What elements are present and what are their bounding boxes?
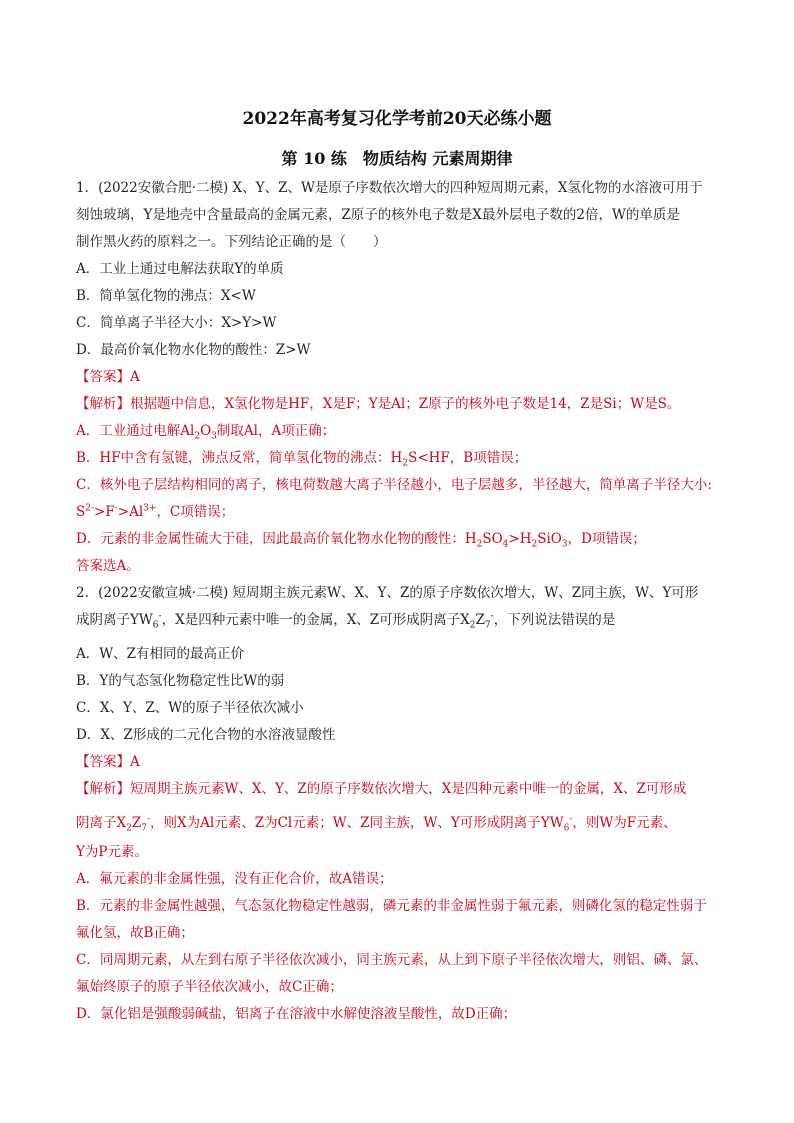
q1-option-b: B．简单氢化物的沸点：X<W <box>76 288 256 304</box>
q2-explain-d: D．氯化铝是强酸弱碱盐，铝离子在溶液中水解使溶液呈酸性，故D正确； <box>76 1006 517 1022</box>
q1-stem-line1: 1．(2022安徽合肥·二模) X、Y、Z、W是原子序数依次增大的四种短周期元素，X氢化物的水溶液可用于 <box>76 180 703 196</box>
q1-explain-c-line1: C．核外电子层结构相同的离子，核电荷数越大离子半径越小，电子层越多，半径越大，简单离子半径大小: <box>76 477 712 493</box>
q2-analysis-line2: 阴离子$X_2Z_7^-$，则X为Al元素、Z为Cl元素；W、Z同主族，W、Y可形成阴离子$YW_6^-$，则W为F元素、 <box>76 814 677 834</box>
q2-analysis-line3: Y为P元素。 <box>76 844 148 860</box>
q2-answer: 【答案】A <box>76 754 140 770</box>
q1-stem-line3: 制作黑火药的原料之一。下列结论正确的是（ ） <box>76 234 387 250</box>
q2-explain-b-line2: 氟化氢，故B正确； <box>76 925 194 941</box>
q2-stem-line1: 2．(2022安徽宣城·二模) 短周期主族元素W、X、Y、Z的原子序数依次增大，W、Z同主族，W、Y可形 <box>76 585 699 601</box>
q1-explain-d: D．元素的非金属性硫大于硅，因此最高价氧化物水化物的酸性：$H_2SO_4>H_2SiO_3$，D项错误； <box>76 531 646 550</box>
q2-analysis-line1: 【解析】短周期主族元素W、X、Y、Z的原子序数依次增大，X是四种元素中唯一的金属，X、Z可形成 <box>76 781 687 797</box>
q1-stem-line2: 刻蚀玻璃，Y是地壳中含量最高的金属元素，Z原子的核外电子数是X最外层电子数的2倍，W的单质是 <box>76 207 680 223</box>
q1-option-a: A．工业上通过电解法获取Y的单质 <box>76 261 284 277</box>
q2-explain-c-line2: 氟始终原子的原子半径依次减小，故C正确； <box>76 979 343 995</box>
q1-answer: 【答案】A <box>76 369 140 385</box>
q2-option-c: C．X、Y、Z、W的原子半径依次减小 <box>76 700 304 716</box>
q2-explain-b-line1: B．元素的非金属性越强，气态氢化物稳定性越弱，磷元素的非金属性弱于氟元素，则磷化氢的稳定性弱于 <box>76 898 707 914</box>
page-title: 2022年高考复习化学考前20天必练小题 <box>242 109 552 129</box>
q2-stem-line2: 成阴离子$YW_6^-$，X是四种元素中唯一的金属，X、Z可形成阴离子$X_2Z_7^-$，下列说法错误的是 <box>76 611 616 631</box>
q2-option-a: A．W、Z有相同的最高正价 <box>76 646 245 662</box>
q2-explain-a: A．氟元素的非金属性强，没有正化合价，故A错误； <box>76 871 393 887</box>
q1-explain-b: B．HF中含有氢键，沸点反常，简单氢化物的沸点：$H_2S<HF$，B项错误； <box>76 450 528 469</box>
q1-analysis: 【解析】根据题中信息，X氢化物是HF，X是F；Y是Al；Z原子的核外电子数是14，Z是Si；W是S。 <box>76 396 681 412</box>
q2-option-b: B．Y的气态氢化物稳定性比W的弱 <box>76 673 285 689</box>
q1-final-answer: 答案选A。 <box>76 558 140 574</box>
q1-explain-c-line2: $S^{2-}>F^->Al^{3+}$，C项错误； <box>76 503 235 520</box>
q1-explain-a: A．工业通过电解$Al_2O_3$制取Al，A项正确； <box>76 423 336 442</box>
q2-option-d: D．X、Z形成的二元化合物的水溶液显酸性 <box>76 727 336 743</box>
q1-option-d: D．最高价氧化物水化物的酸性：Z>W <box>76 342 311 358</box>
page-subtitle: 第 10 练 物质结构 元素周期律 <box>281 149 513 168</box>
q1-option-c: C．简单离子半径大小：X>Y>W <box>76 315 277 331</box>
q2-explain-c-line1: C．同周期元素，从左到右原子半径依次减小，同主族元素，从上到下原子半径依次增大，则铝、磷、氯、 <box>76 952 708 968</box>
